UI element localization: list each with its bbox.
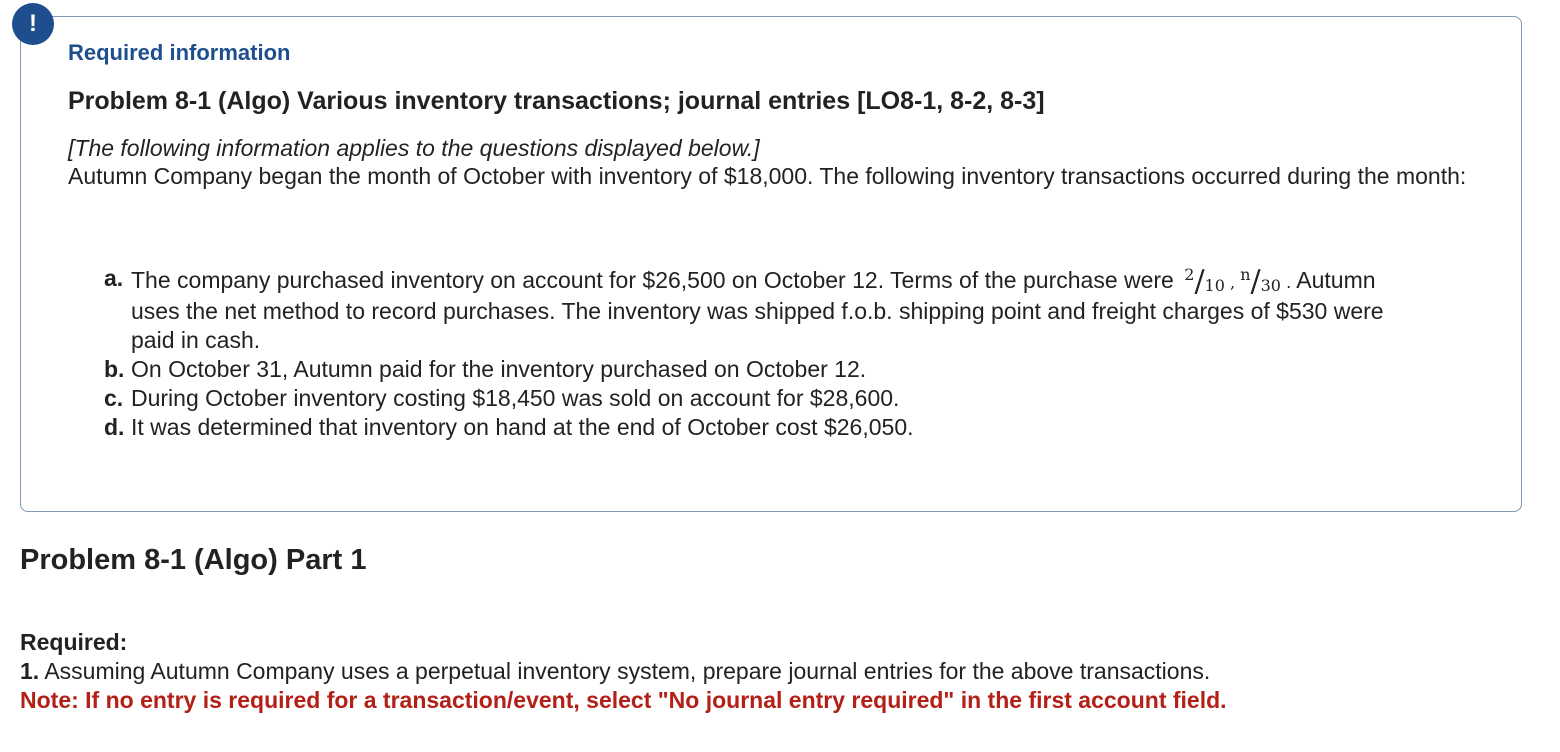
transaction-item-d [104, 413, 1424, 442]
credit-terms: 2/10 , n/30 . [1184, 264, 1292, 299]
transaction-letter: a. [104, 265, 124, 291]
transaction-text: On October 31, Autumn paid for the inventory purchased on October 12. [131, 356, 867, 382]
transaction-letter: c. [104, 385, 124, 411]
transaction-letter: b. [104, 356, 125, 382]
required-item-text: Assuming Autumn Company uses a perpetual inventory system, prepare journal entries for the above transactions. [44, 658, 1211, 684]
required-item-number: 1. [20, 658, 40, 684]
applies-note: [The following information applies to the questions displayed below.] [68, 135, 760, 161]
transaction-text: The company purchased inventory on account for $26,500 on October 12. Terms of the purchase were [131, 267, 1174, 293]
transaction-text: During October inventory costing $18,450 was sold on account for $28,600. [131, 385, 900, 411]
problem-title: Problem 8-1 (Algo) Various inventory transactions; journal entries [LO8-1, 8-2, 8-3] [68, 87, 1045, 115]
intro-text: Autumn Company began the month of October with inventory of $18,000. The following inventory transactions occurred during the month: [68, 163, 1467, 189]
transaction-letter: d. [104, 414, 125, 440]
part-title: Problem 8-1 (Algo) Part 1 [20, 544, 367, 576]
transaction-text-continued: Autumn uses the net method to record purchases. The inventory was shipped f.o.b. shipping point and freight charges of $530 were paid in cash. [131, 267, 1384, 353]
transaction-text: It was determined that inventory on hand at the end of October cost $26,050. [131, 414, 914, 440]
alert-icon: ! [12, 3, 54, 45]
required-item [20, 657, 1520, 686]
transaction-item-c [104, 384, 1424, 413]
journal-entry-note: Note: If no entry is required for a transaction/event, select "No journal entry required" in the first account field. [20, 687, 1227, 713]
required-section [20, 628, 1520, 715]
transaction-list [104, 264, 1424, 442]
transaction-item-b [104, 355, 1424, 384]
required-information-heading: Required information [68, 40, 291, 65]
transaction-item-a [104, 264, 1424, 355]
intro-paragraph [68, 134, 1468, 190]
required-label: Required: [20, 629, 128, 655]
